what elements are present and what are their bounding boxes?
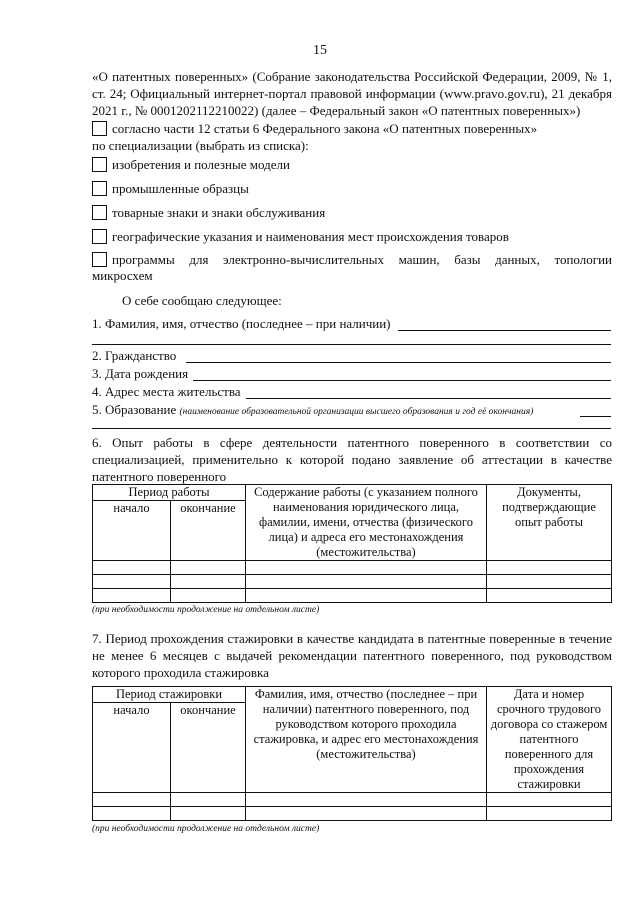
- col-period-header: Период стажировки: [93, 687, 246, 703]
- col-end-header: окончание: [171, 703, 246, 793]
- spec-row-designs[interactable]: [92, 181, 612, 197]
- field-address-input[interactable]: [246, 398, 611, 399]
- checkbox-row-part12[interactable]: [92, 121, 612, 137]
- spec-row-trademarks[interactable]: [92, 205, 612, 221]
- checkbox-software[interactable]: [92, 252, 107, 267]
- checkbox-designs[interactable]: [92, 181, 107, 196]
- field-education-title: 5. Образование: [92, 402, 177, 417]
- spec-label: промышленные образцы: [112, 181, 249, 196]
- checkbox-geo[interactable]: [92, 229, 107, 244]
- table-row[interactable]: [93, 575, 612, 589]
- page-number: 15: [313, 43, 327, 58]
- about-self: О себе сообщаю следующее:: [122, 293, 282, 308]
- internship-table: [92, 686, 612, 821]
- field-education-label: [92, 402, 533, 420]
- spec-row-inventions[interactable]: [92, 157, 612, 173]
- spec-label-cont: микросхем: [92, 268, 153, 283]
- field-education-input[interactable]: [580, 416, 611, 417]
- specialization-prompt: по специализации (выбрать из списка):: [92, 138, 309, 153]
- checkbox-part12[interactable]: [92, 121, 107, 136]
- field-education-hint: (наименование образовательной организации высшего образования и год её окончания): [179, 407, 534, 417]
- section6-text: 6. Опыт работы в сфере деятельности патентного поверенного в соответствии со специализацией, применительно к которой подано заявление об аттестации в качестве патентного поверенного: [92, 435, 612, 484]
- spec-label: программы для электронно-вычислительных машин, базы данных, топологии: [112, 252, 612, 267]
- field-fio-label: 1. Фамилия, имя, отчество (последнее – при наличии): [92, 316, 391, 331]
- section7-note: (при необходимости продолжение на отдельном листе): [92, 824, 320, 834]
- section6-note: (при необходимости продолжение на отдельном листе): [92, 605, 320, 615]
- table-row[interactable]: [93, 793, 612, 807]
- field-fio-input-line2[interactable]: [92, 344, 611, 345]
- col-docs-header: Документы, подтверждающие опыт работы: [487, 485, 612, 561]
- table-row[interactable]: [93, 807, 612, 821]
- table-row[interactable]: [93, 561, 612, 575]
- col-content-header: Содержание работы (с указанием полного наименования юридического лица, фамилии, имени, отчества (физического лица) и адреса его местонахождения (местожительства): [246, 485, 487, 561]
- table-row[interactable]: [93, 589, 612, 603]
- field-birthdate-input[interactable]: [193, 380, 611, 381]
- field-birthdate-label: 3. Дата рождения: [92, 366, 189, 381]
- field-citizenship-input[interactable]: [186, 362, 611, 363]
- col-contract-header: Дата и номер срочного трудового договора со стажером патентного поверенного для прохождения стажировки: [487, 687, 612, 793]
- col-name-header: Фамилия, имя, отчество (последнее – при наличии) патентного поверенного, под руководством которого проходила стажировка, и адрес его местонахождения (местожительства): [246, 687, 487, 793]
- field-citizenship-label: 2. Гражданство: [92, 348, 177, 363]
- spec-row-software[interactable]: [92, 252, 612, 268]
- spec-label: товарные знаки и знаки обслуживания: [112, 205, 326, 220]
- section7-text: 7. Период прохождения стажировки в качестве кандидата в патентные поверенные в течение не менее 6 месяцев с выдачей рекомендации патентного поверенного, под руководством которого проходила стажировка: [92, 631, 612, 680]
- checkbox-trademarks[interactable]: [92, 205, 107, 220]
- field-education-input-line2[interactable]: [92, 428, 611, 429]
- intro-paragraph: «О патентных поверенных» (Собрание законодательства Российской Федерации, 2009, № 1, ст. 24; Официальный интернет-портал правовой информации (www.pravo.gov.ru), 21 декабря 2021 г., № 0001202112210022) (далее – Федеральный закон «О патентных поверенных»): [92, 69, 612, 118]
- spec-row-geo[interactable]: [92, 229, 612, 245]
- spec-label: географические указания и наименования мест происхождения товаров: [112, 229, 509, 244]
- work-experience-table: [92, 484, 612, 603]
- col-start-header: начало: [93, 501, 171, 561]
- checkbox-part12-label: согласно части 12 статьи 6 Федерального закона «О патентных поверенных»: [112, 121, 538, 136]
- field-fio-input[interactable]: [398, 330, 611, 331]
- col-period-header: Период работы: [93, 485, 246, 501]
- checkbox-inventions[interactable]: [92, 157, 107, 172]
- col-start-header: начало: [93, 703, 171, 793]
- field-address-label: 4. Адрес места жительства: [92, 384, 241, 399]
- spec-label: изобретения и полезные модели: [112, 157, 290, 172]
- col-end-header: окончание: [171, 501, 246, 561]
